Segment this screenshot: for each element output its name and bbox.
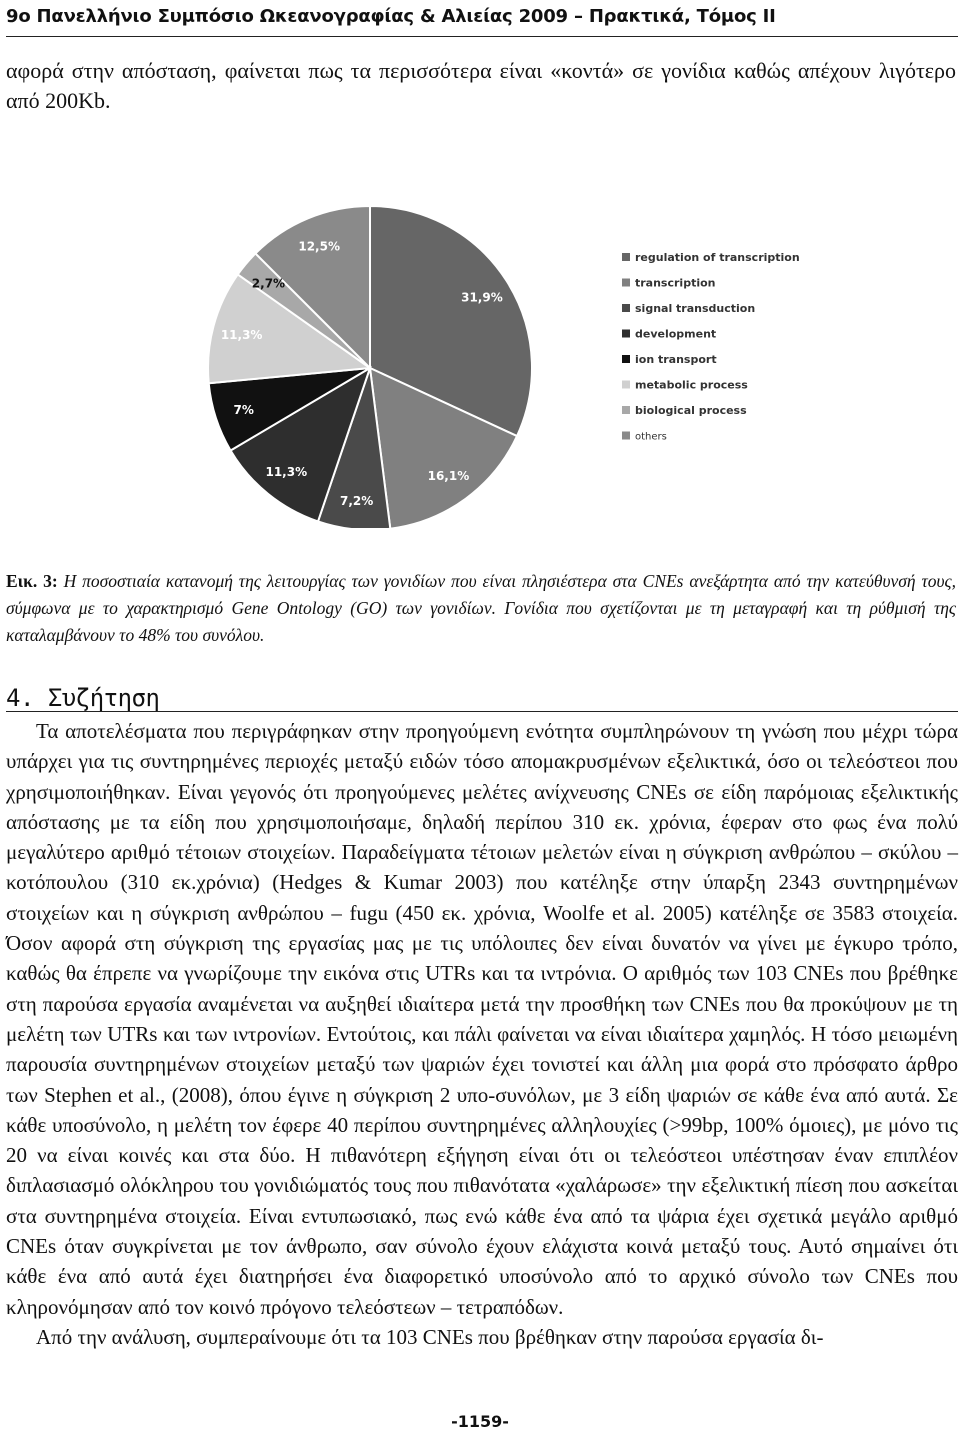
legend-swatch xyxy=(622,432,630,440)
pie-chart xyxy=(190,188,870,528)
pie-slice-label: 7% xyxy=(233,403,254,418)
page-number: -1159- xyxy=(451,1412,509,1431)
body-paragraph-2: Από την ανάλυση, συμπεραίνουμε ότι τα 103 CNEs που βρέθηκαν στην παρούσα εργασία δι- xyxy=(36,1324,824,1349)
legend-swatch xyxy=(622,406,630,414)
legend-label: transcription xyxy=(635,276,716,290)
legend-label: biological process xyxy=(635,404,747,417)
legend-swatch xyxy=(622,330,630,338)
pie-slice-label: 12,5% xyxy=(298,239,340,254)
legend-swatch xyxy=(622,304,630,312)
body-paragraph-1: Τα αποτελέσματα που περιγράφηκαν στην προηγούμενη ενότητα συμπληρώνουν τη γνώση που μέχρι τώρα υπάρχει για τις συντηρημένες περιοχές μεταξύ ειδών τόσο απομακρυσμένων εξελικτικά, όσο οι τελεόστεοι που χρησιμοποιήθηκαν. Είναι γεγονός ότι προηγούμενες μελέτες ανίχνευσης CNEs σε είδη παρόμοιας εξελικτικής απόστασης με τα είδη που χρησιμοποιήσαμε, δηλαδή περίπου 310 εκ. χρόνια, έφεραν στο φως ένα πολύ μεγαλύτερο αριθμό τέτοιων στοιχείων. Παραδείγματα τέτοιων μελετών είναι η σύγκριση ανθρώπου – σκύλου – κοτόπουλου (310 εκ.χρόνια) (Hedges & Kumar 2003) που κατέληξε στην ύπαρξη 2343 συντηρημένων στοιχείων και η σύγκριση ανθρώπου – fugu (450 εκ. χρόνια, Woolfe et al. 2005) κατέληξε σε 3583 στοιχεία. Όσον αφορά στη σύγκριση της εργασίας μας με τις υπόλοιπες δεν είναι δυνατόν να γίνει με έγκυρο τρόπο, καθώς θα έπρεπε να γνωρίζουμε την εικόνα στις UTRs και τα ιντρόνια. Ο αριθμός των 103 CNEs που βρέθηκε στη παρούσα εργασία αναμένεται να αυξηθεί ιδιαίτερα μετά την προσθήκη των CNEs που θα προκύψουν με τη μελέτη των UTRs και των ιντρονίων. Εντούτοις, και πάλι φαίνεται να είναι ιδιαίτερα χαμηλός. Η τόσο μειωμένη παρουσία συντηρημένων στοιχείων μεταξύ των ψαριών έχει τονιστεί και άλλη μια φορά στο πρόσφατο άρθρο των Stephen et al., (2008), όπου έγινε η σύγκριση 2 υπο-συνόλων, με 3 είδη ψαριών σε κάθε ένα από αυτά. Σε κάθε υποσύνολο, η μελέτη τον έφερε 40 περίπου συντηρημένες αλληλουχίες (>99bp, 100% όμοιες), με μόνο τις 20 να είναι κοινές και στα δύο. Η πιθανότερη εξήγηση είναι ότι οι τελεόστεοι υπέστησαν έναν επιπλέον διπλασιασμό ολόκληρου του γονιδιώματός τους που πιθανότατα «χαλάρωσε» την εξελικτική πίεση που ασκείται στα συντηρημένα στοιχεία. Είναι εντυπωσιακό, πως ενώ κάθε ένα από τα ψάρια έχει σχετικά μεγάλο αριθμό CNEs όταν συγκρίνεται με τον άνθρωπο, σαν σύνολο έχουν ελάχιστα κοινά μεταξύ τους. Αυτό σημαίνει ότι κάθε ένα από αυτά έχει διατηρήσει ένα διαφορετικό υποσύνολο από το αρχικό σύνολο των CNEs που κληρονόμησαν από τον κοινό πρόγονο τελεόστεων – τετραπόδων. xyxy=(6,719,958,1319)
legend-label: development xyxy=(635,327,717,341)
header-rule xyxy=(6,36,958,37)
legend-label: signal transduction xyxy=(635,302,756,315)
intro-paragraph: αφορά στην απόσταση, φαίνεται πως τα περισσότερα είναι «κοντά» σε γονίδια καθώς απέχουν λιγότερο από 200Kb. xyxy=(6,58,956,113)
caption-lead: Εικ. 3: xyxy=(6,571,58,591)
pie-slice-label: 2,7% xyxy=(251,276,286,291)
pie-slice-label: 11,3% xyxy=(265,465,308,480)
pie-slice-label: 31,9% xyxy=(461,290,503,305)
legend-swatch xyxy=(622,279,630,287)
pie-slices xyxy=(208,206,532,528)
pie-slice-label: 11,3% xyxy=(220,327,263,342)
section-rule xyxy=(6,711,958,712)
legend-label: ion transport xyxy=(635,353,717,366)
legend-swatch xyxy=(622,381,630,389)
section-body xyxy=(6,716,958,1352)
running-head: 9ο Πανελλήνιο Συμπόσιο Ωκεανογραφίας & Αλιείας 2009 – Πρακτικά, Τόμος ΙΙ xyxy=(6,6,776,27)
caption-text: Η ποσοστιαία κατανομή της λειτουργίας των γονιδίων που είναι πλησιέστερα στα CNEs ανεξάρτητα από την κατεύθυνσή τους, σύμφωνα με το χαρακτηρισμό Gene Ontology (GO) των γονιδίων. Γονίδια που σχετίζονται με τη μεταγραφή και τη ρύθμισή της καταλαμβάνουν το 48% του συνόλου. xyxy=(6,571,956,645)
pie-legend xyxy=(622,251,800,443)
legend-swatch xyxy=(622,355,630,363)
figure-caption xyxy=(6,568,956,649)
pie-slice-label: 7,2% xyxy=(340,494,374,509)
legend-swatch xyxy=(622,253,630,261)
legend-label: others xyxy=(635,431,667,443)
pie-slice-label: 16,1% xyxy=(427,469,470,484)
legend-label: metabolic process xyxy=(635,378,748,392)
legend-label: regulation of transcription xyxy=(635,251,800,264)
section-title: 4. Συζήτηση xyxy=(6,684,160,712)
